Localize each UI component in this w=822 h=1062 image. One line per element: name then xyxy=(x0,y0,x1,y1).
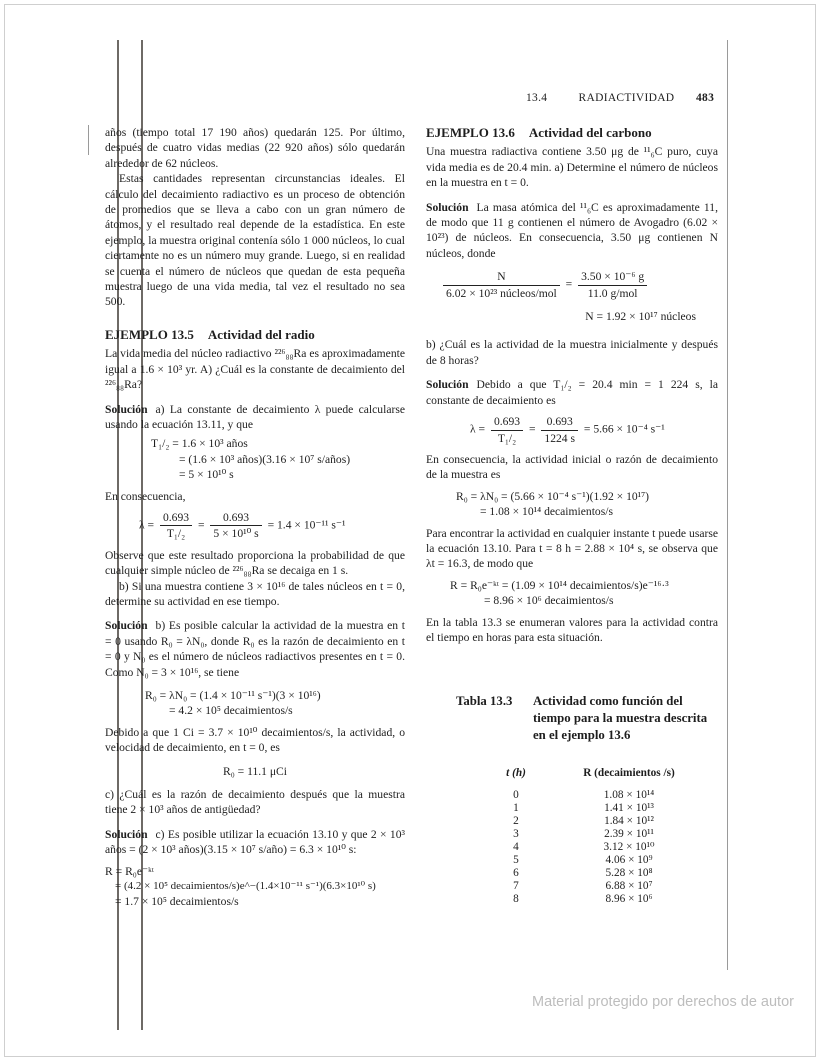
solution-text: La masa atómica del ¹¹₆C es aproximadamente 11, de modo que 11 g contienen el número de Avogadro (6.02 × 10²³) de núcleos. En consecuencia, 3.50 μg contienen N núcleos, donde xyxy=(426,200,718,260)
equation-lambda: λ = $\frac{0.693}{\text{T₁/₂}}$ = $\frac{0.693}{\text{5 × 10¹⁰ s}}$ = 1.4 × 10⁻¹¹ s⁻¹ xyxy=(139,510,346,541)
solution-text: b) Es posible calcular la actividad de la muestra en t = 0 usando R₀ = λN₀, donde R₀ es la razón de decaimiento en t = 0 y N₀ es el número de núcleos radiactivos presentes en t = 0. Como N₀ = 3 × 10¹⁶, se tiene xyxy=(105,619,405,679)
table-row xyxy=(488,893,714,906)
table-row xyxy=(488,841,714,854)
denominator: T₁/₂ xyxy=(166,527,186,541)
cell-t: 8 xyxy=(513,893,519,905)
solution-text: c) Es posible utilizar la ecuación 13.10 y que 2 × 10³ años = (2 × 10³ años)(3.15 × 10⁷ s/año) = 6.3 × 10¹⁰ s: xyxy=(105,827,405,857)
example-heading xyxy=(105,327,405,342)
solution-paragraph xyxy=(426,200,718,262)
cell-r: 1.08 × 10¹⁴ xyxy=(603,789,655,801)
cell-t: 1 xyxy=(513,802,519,814)
cell-t: 0 xyxy=(513,789,519,801)
fraction xyxy=(491,414,523,446)
example-label: EJEMPLO 13.5 xyxy=(105,326,194,342)
equation-n-result: N = 1.92 × 10¹⁷ núcleos xyxy=(585,310,696,324)
cell-r: 4.06 × 10⁹ xyxy=(605,854,653,866)
equation-line: R₀ = λN₀ = (5.66 × 10⁻⁴ s⁻¹)(1.92 × 10¹⁷) xyxy=(456,489,650,503)
solution-text: Debido a que T₁/₂ = 20.4 min = 1 224 s, la constante de decaimiento es xyxy=(426,378,718,407)
solution-label: Solución xyxy=(105,402,148,416)
solution-paragraph xyxy=(105,618,405,680)
table-row xyxy=(488,880,714,893)
eq-lhs: λ = xyxy=(139,518,155,532)
equation-line: = 1.7 × 10⁵ decaimientos/s xyxy=(115,895,239,909)
numerator: 0.693 xyxy=(491,414,523,430)
denominator: T₁/₂ xyxy=(497,431,517,445)
numerator: 0.693 xyxy=(541,414,578,430)
paragraph: Estas cantidades representan circunstancias ideales. El cálculo del decaimiento radiactivo es un proceso de obtención de promedios que se lleva a cabo con un gran número de átomos, y el resultado real depende de la estadística. En este ejemplo, la muestra original contenía sólo 1 000 núcleos, lo cual ciertamente no es un número muy grande. Luego, si en realidad se cuenta el número de núcleos que quedan de esta pequeña muestra luego de una vida media, tal vez el resultado no sea 500. xyxy=(105,172,405,309)
equation-r xyxy=(105,864,405,910)
table-row xyxy=(488,828,714,841)
section-title: RADIACTIVIDAD xyxy=(578,92,675,104)
column-header-r: R (decaimientos /s) xyxy=(583,767,675,779)
running-header xyxy=(526,92,715,104)
table-row xyxy=(488,789,714,802)
fraction xyxy=(443,269,560,301)
cell-r: 8.96 × 10⁶ xyxy=(605,893,653,905)
fraction xyxy=(541,414,578,446)
cell-t: 7 xyxy=(513,880,519,892)
numerator: N xyxy=(443,269,560,285)
table-row xyxy=(488,802,714,815)
page-number: 483 xyxy=(696,92,715,104)
equation-line: = 4.2 × 10⁵ decaimientos/s xyxy=(169,704,293,718)
solution-label: Solución xyxy=(105,827,148,841)
paragraph: Para encontrar la actividad en cualquier instante t puede usarse la ecuación 13.10. Para t = 8 h = 2.88 × 10⁴ s, se observa que λt = 16.3, de modo que xyxy=(426,526,718,571)
table-row xyxy=(488,815,714,828)
equation-r xyxy=(426,578,718,609)
table-label: Tabla 13.3 xyxy=(456,694,513,708)
cell-t: 4 xyxy=(513,841,519,853)
equation-r0-ci: R₀ = 11.1 μCi xyxy=(222,764,288,778)
numerator: 0.693 xyxy=(160,510,192,526)
activity-table xyxy=(488,767,714,906)
solution-paragraph xyxy=(426,377,718,408)
solution-paragraph xyxy=(105,827,405,858)
table-row xyxy=(488,867,714,880)
table-header-row xyxy=(488,767,714,789)
cell-r: 3.12 × 10¹⁰ xyxy=(603,841,655,853)
equation-line: R = R₀e⁻ᵏᵗ = (1.09 × 10¹⁴ decaimientos/s)e⁻¹⁶·³ xyxy=(450,578,669,592)
fraction xyxy=(160,510,192,542)
equation-line: R₀ = λN₀ = (1.4 × 10⁻¹¹ s⁻¹)(3 × 10¹⁶) xyxy=(145,689,321,702)
page-edge-right xyxy=(727,40,728,970)
solution-paragraph xyxy=(105,402,405,433)
example-statement: c) ¿Cuál es la razón de decaimiento después que la muestra tiene 2 × 10³ años de antigüedad? xyxy=(105,788,405,817)
denominator: 1224 s xyxy=(544,431,576,445)
paragraph: En consecuencia, xyxy=(105,489,186,503)
cell-r: 6.88 × 10⁷ xyxy=(605,880,653,892)
equation-line: T₁/₂ = 1.6 × 10³ años xyxy=(151,437,248,451)
cell-r: 1.84 × 10¹² xyxy=(604,815,654,827)
example-title: Actividad del radio xyxy=(207,326,315,342)
eq-result: = 1.4 × 10⁻¹¹ s⁻¹ xyxy=(267,518,346,532)
copyright-watermark: Material protegido por derechos de autor xyxy=(532,994,794,1010)
eq-lhs: λ = xyxy=(470,422,486,436)
paragraph: Debido a que 1 Ci = 3.7 × 10¹⁰ decaimientos/s, la actividad, o velocidad de decaimiento, en t = 0, es xyxy=(105,725,405,755)
solution-text: a) La constante de decaimiento λ puede calcularse usando la ecuación 13.11, y que xyxy=(105,402,405,431)
table-row xyxy=(488,854,714,867)
example-statement: Una muestra radiactiva contiene 3.50 μg de ¹¹₆C puro, cuya vida media es de 20.4 min. a) Determine el número de núcleos en la muestra en t = 0. xyxy=(426,145,718,190)
equation-line: = (4.2 × 10⁵ decaimientos/s)e^−(1.4×10⁻¹¹ s⁻¹)(6.3×10¹⁰ s) xyxy=(115,880,376,893)
paragraph: años (tiempo total 17 190 años) quedarán 125. Por último, después de cuatro vidas medias (22 920 años) sólo quedarán alrededor de 62 núcleos. xyxy=(105,126,405,170)
equation-line: = 1.08 × 10¹⁴ decaimientos/s xyxy=(480,505,613,519)
equation-r0 xyxy=(105,688,405,719)
example-statement: b) ¿Cuál es la actividad de la muestra inicialmente y después de 8 horas? xyxy=(426,338,718,367)
denominator: 11.0 g/mol xyxy=(587,286,638,300)
scan-line-left-3 xyxy=(88,125,89,155)
fraction xyxy=(578,269,647,301)
equation-n: $\frac{N}{\text{6.02 × 10²³ núcleos/mol}}$ = $\frac{\text{3.50 × 10⁻⁶ g}}{\text{11.0 g/mol}}$ xyxy=(426,269,718,301)
denominator: 6.02 × 10²³ núcleos/mol xyxy=(446,286,557,300)
eq-result: = 5.66 × 10⁻⁴ s⁻¹ xyxy=(583,422,665,436)
equation-line: = (1.6 × 10³ años)(3.16 × 10⁷ s/años) xyxy=(179,452,351,466)
paragraph: En consecuencia, la actividad inicial o razón de decaimiento de la muestra es xyxy=(426,452,718,482)
table-caption-text: Actividad como función del tiempo para la muestra descrita en el ejemplo 13.6 xyxy=(533,694,708,742)
equation-line: = 8.96 × 10⁶ decaimientos/s xyxy=(484,594,614,608)
section-number: 13.4 xyxy=(526,92,548,104)
cell-t: 6 xyxy=(513,867,519,879)
solution-label: Solución xyxy=(426,200,469,214)
paragraph: En la tabla 13.3 se enumeran valores para la actividad contra el tiempo en horas para esta situación. xyxy=(426,615,718,644)
column-header-t: t (h) xyxy=(506,767,526,779)
denominator: 5 × 10¹⁰ s xyxy=(213,527,259,541)
left-column xyxy=(105,125,405,914)
cell-t: 2 xyxy=(513,815,519,827)
cell-r: 5.28 × 10⁸ xyxy=(605,867,653,879)
solution-label: Solución xyxy=(105,619,148,633)
example-statement: La vida media del núcleo radiactivo ²²⁶₈₈Ra es aproximadamente igual a 1.6 × 10³ yr. A) ¿Cuál es la constante de decaimiento del ²²⁶₈₈Ra? xyxy=(105,347,405,392)
cell-t: 3 xyxy=(513,828,519,840)
equation-lambda: λ = $\frac{0.693}{\text{T₁/₂}}$ = $\frac{0.693}{1224 s}$ = 5.66 × 10⁻⁴ s⁻¹ xyxy=(470,415,665,445)
cell-r: 1.41 × 10¹³ xyxy=(604,802,654,814)
solution-label: Solución xyxy=(426,378,469,392)
cell-t: 5 xyxy=(513,854,519,866)
numerator: 0.693 xyxy=(210,510,261,526)
example-statement: b) Si una muestra contiene 3 × 10¹⁶ de tales núcleos en t = 0, determine su actividad en ese tiempo. xyxy=(105,579,405,608)
example-title: Actividad del carbono xyxy=(528,125,652,140)
equation-r0 xyxy=(426,489,718,520)
equation-line: = 5 × 10¹⁰ s xyxy=(179,468,234,482)
paragraph: Observe que este resultado proporciona la probabilidad de que cualquier simple núcleo de ²²⁶₈₈Ra se decaiga en 1 s. xyxy=(105,548,405,578)
example-label: EJEMPLO 13.6 xyxy=(426,125,515,140)
fraction xyxy=(210,510,261,542)
right-column xyxy=(426,125,718,645)
equation-line: R = R₀e⁻ᵏᵗ xyxy=(105,864,154,878)
example-heading xyxy=(426,125,718,140)
numerator: 3.50 × 10⁻⁶ g xyxy=(578,269,647,285)
cell-r: 2.39 × 10¹¹ xyxy=(604,828,654,840)
equation-thalf xyxy=(105,436,405,482)
